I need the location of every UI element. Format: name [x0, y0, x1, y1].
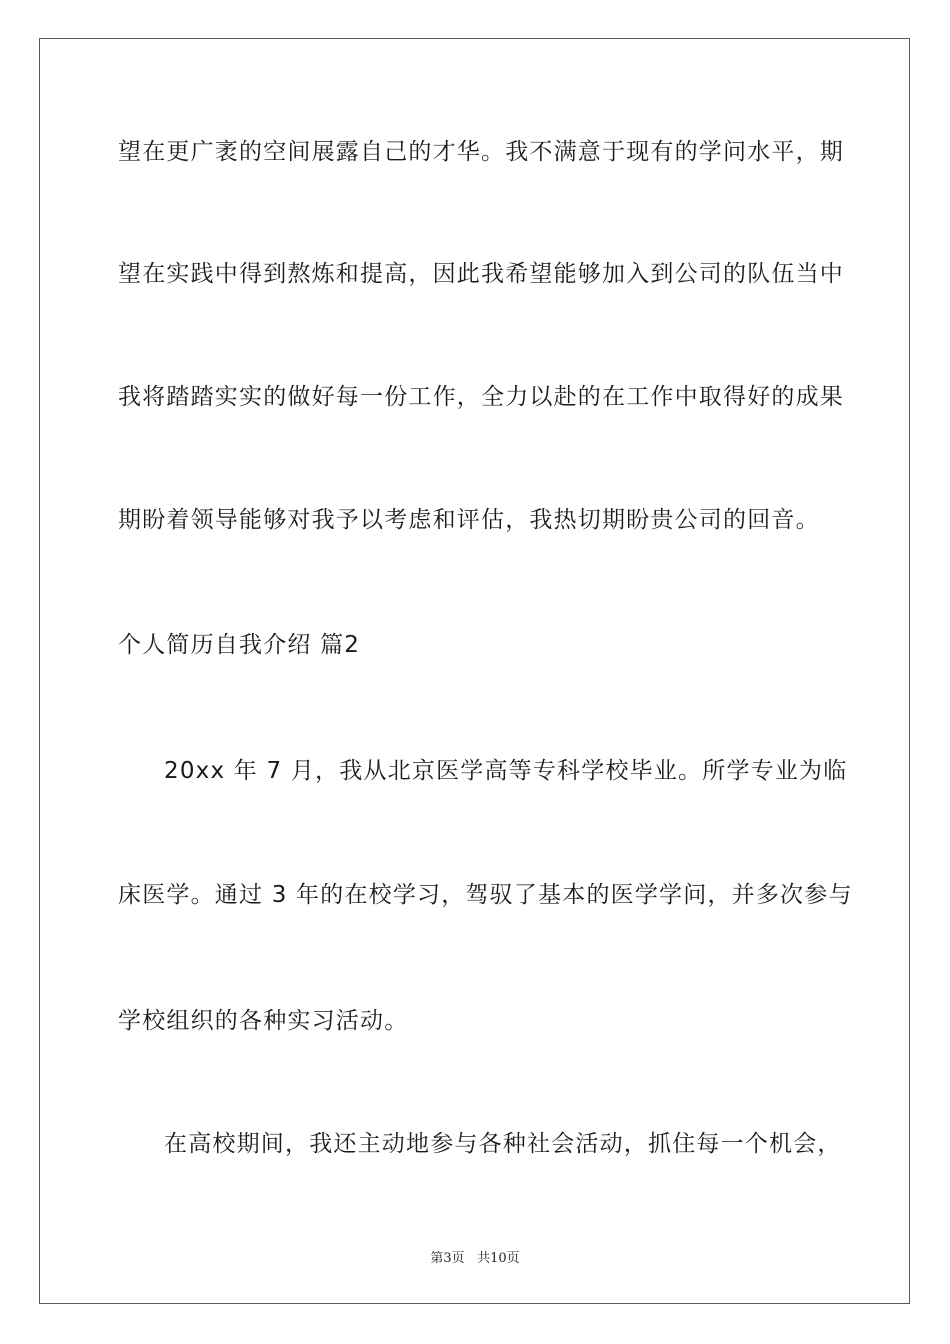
body-text-line: 望在更广袤的空间展露自己的才华。我不满意于现有的学问水平，期 — [118, 139, 844, 165]
page-border — [39, 38, 910, 1304]
section-heading: 个人简历自我介绍 篇2 — [118, 632, 361, 658]
page-total: 共10页 — [477, 1251, 520, 1266]
body-text-line: 我将踏踏实实的做好每一份工作，全力以赴的在工作中取得好的成果 — [118, 384, 844, 410]
body-text-line: 望在实践中得到熬炼和提高，因此我希望能够加入到公司的队伍当中 — [118, 261, 844, 287]
body-text-line: 20xx 年 7 月，我从北京医学高等专科学校毕业。所学专业为临 — [164, 758, 848, 784]
body-text-line: 床医学。通过 3 年的在校学习，驾驭了基本的医学学问，并多次参与 — [118, 882, 853, 908]
body-text-line: 期盼着领导能够对我予以考虑和评估，我热切期盼贵公司的回音。 — [118, 507, 820, 533]
body-text-line: 学校组织的各种实习活动。 — [118, 1008, 409, 1034]
body-text-line: 在高校期间，我还主动地参与各种社会活动，抓住每一个机会， — [164, 1131, 842, 1157]
page-number: 第3页 — [430, 1251, 465, 1266]
page-footer — [0, 1247, 950, 1266]
